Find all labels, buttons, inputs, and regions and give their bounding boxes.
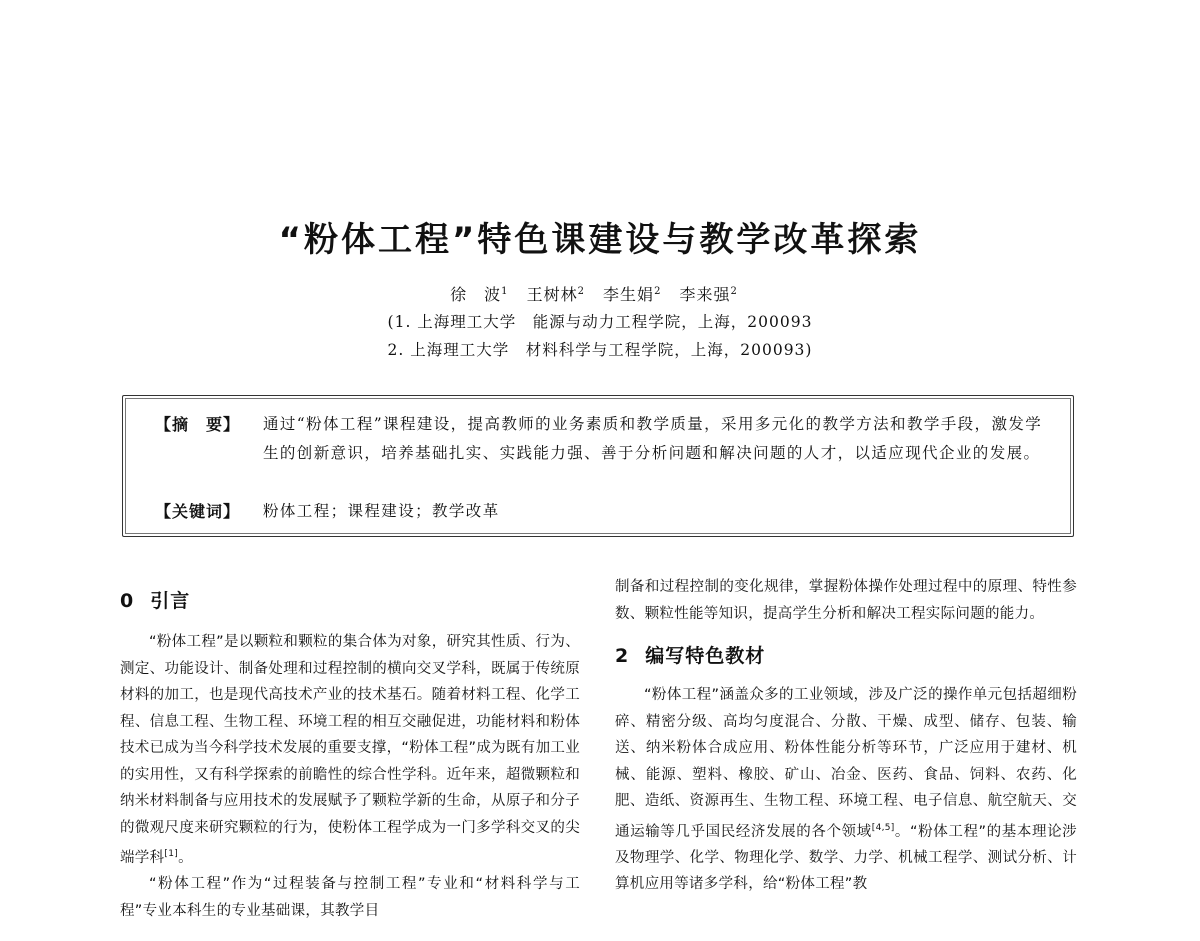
right-column [615,574,1077,898]
abstract-box [122,395,1074,537]
author-affiliation-mark: 2 [577,285,585,297]
keywords-text: 粉体工程；课程建设；教学改革 [263,502,500,520]
body-paragraph [615,682,1077,898]
paragraph-text-end: 。“粉体工程”的基本理论涉及物理学、化学、物理化学、数学、力学、机械工程学、测试分析、计算机应用等诸多学科，给“粉体工程”教 [615,823,1077,893]
body-paragraph [120,629,580,871]
section-number: 2 [615,645,630,667]
author-affiliation-mark: 2 [654,285,662,297]
citation-ref[interactable]: [4,5] [871,822,895,833]
author-list [0,282,1200,305]
body-paragraph: “粉体工程”作为“过程装备与控制工程”专业和“材料科学与工程”专业本科生的专业基础课，其教学目 [120,876,580,919]
author-name: 李生娟 [603,285,655,304]
author-name: 李来强 [679,285,731,304]
author-name: 徐 波 [450,285,502,304]
section-heading [120,586,580,613]
author-affiliation-mark: 2 [730,285,738,297]
paragraph-text-end: 。 [178,849,193,866]
author-affiliation-mark: 1 [501,285,509,297]
citation-ref[interactable]: [1] [164,849,179,859]
abstract-label: 【摘 要】 [155,415,241,434]
section-heading [615,641,1077,668]
author-name: 王树林 [526,285,578,304]
affiliation-line-2: 2. 上海理工大学 材料科学与工程学院，上海，200093) [387,341,813,359]
section-title: 引言 [150,590,191,612]
paper-title: “粉体工程”特色课建设与教学改革探索 [278,220,922,260]
affiliation-line-1: (1. 上海理工大学 能源与动力工程学院，上海，200093 [387,313,813,331]
paragraph-text: “粉体工程”是以颗粒和颗粒的集合体为对象，研究其性质、行为、测定、功能设计、制备处理和过程控制的横向交叉学科，既属于传统原材料的加工，也是现代高技术产业的技术基石。随着材料工程、化学工程、信息工程、生物工程、环境工程的相互交融促进，功能材料和粉体技术已成为当今科学技术发展的重要支撑，“粉体工程”成为既有加工业的实用性，又有科学探索的前瞻性的综合性学科。近年来，超微颗粒和纳米材料制备与应用技术的发展赋予了颗粒学新的生命，从原子和分子的微观尺度来研究颗粒的行为，使粉体工程学成为一门多学科交叉的尖端学科 [120,634,580,866]
section-number: 0 [120,590,135,612]
section-title: 编写特色教材 [645,645,766,667]
body-paragraph: 制备和过程控制的变化规律，掌握粉体操作处理过程中的原理、特性参数、颗粒性能等知识，提高学生分析和解决工程实际问题的能力。 [615,579,1077,622]
left-column [120,574,580,924]
abstract-text: 通过“粉体工程”课程建设，提高教师的业务素质和教学质量，采用多元化的教学方法和教学手段，激发学生的创新意识，培养基础扎实、实践能力强、善于分析问题和解决问题的人才，以适应现代企业的发展。 [263,415,1043,462]
paragraph-text: “粉体工程”涵盖众多的工业领域，涉及广泛的操作单元包括超细粉碎、精密分级、高均匀度混合、分散、干燥、成型、储存、包装、输送、纳米粉体合成应用、粉体性能分析等环节，广泛应用于建材、机械、能源、塑料、橡胶、矿山、冶金、医药、食品、饲料、农药、化肥、造纸、资源再生、生物工程、环境工程、电子信息、航空航天、交通运输等几乎国民经济发展的各个领域 [615,687,1077,840]
keywords-label: 【关键词】 [155,502,241,521]
